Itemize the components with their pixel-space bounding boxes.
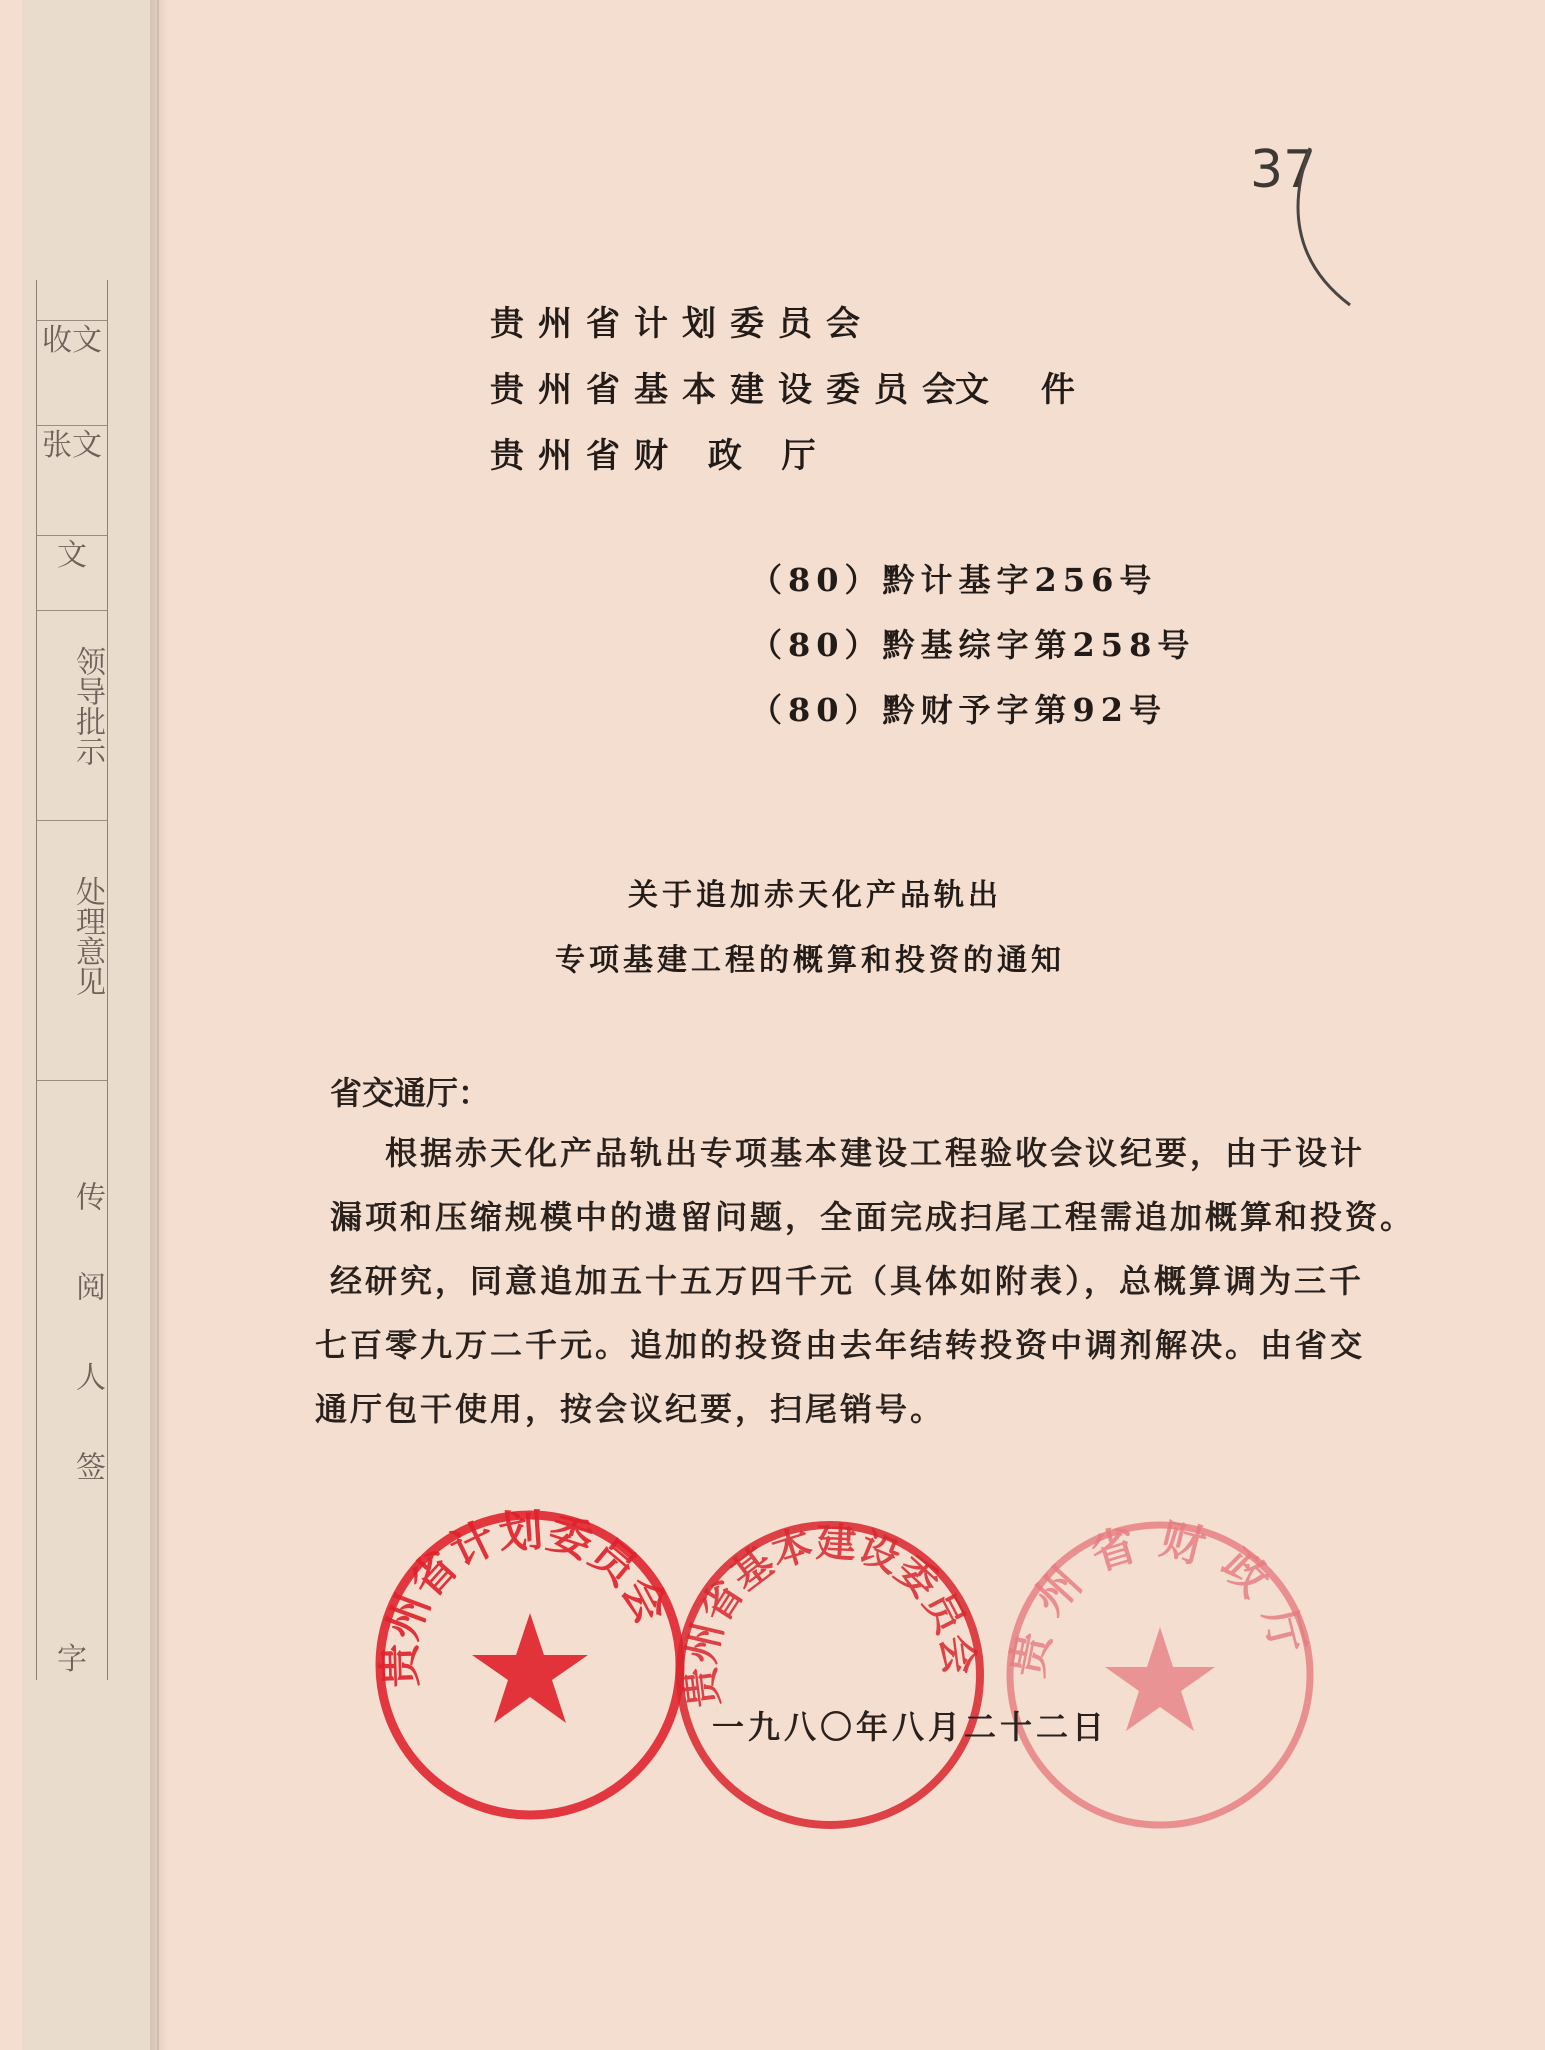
issuer-finance-dept: 贵州省财 政 厅 xyxy=(490,436,830,476)
issuer-construction-commission: 贵州省基本建设委员会 xyxy=(490,370,970,410)
svg-text:贵州省计划委员会: 贵州省计划委员会 xyxy=(374,1505,678,1689)
strip-cell-circulation-sign: 传阅人签 xyxy=(37,1080,107,1641)
body-line: 通厅包干使用，按会议纪要，扫尾销号。 xyxy=(315,1390,946,1428)
seal-planning-commission xyxy=(370,1505,690,1825)
issuer-planning-commission: 贵州省计划委员会 xyxy=(490,304,874,344)
strip-cell-copy: 张文 xyxy=(37,425,107,486)
body-line: 经研究，同意追加五十五万四千元（具体如附表），总概算调为三千 xyxy=(330,1262,1365,1300)
handwritten-stroke xyxy=(1290,140,1370,310)
strip-cell-doc: 文 xyxy=(37,535,107,596)
doc-number-construction: （80）黔基综字第258号 xyxy=(750,626,1196,664)
body-line: 漏项和压缩规模中的遗留问题，全面完成扫尾工程需追加概算和投资。 xyxy=(330,1198,1416,1236)
strip-cell-char: 字 xyxy=(57,1642,87,1677)
issue-date: 一九八〇年八月二十二日 xyxy=(712,1708,1109,1746)
page-number: 37 xyxy=(1250,140,1317,200)
title-line-1: 关于追加赤天化产品轨出 xyxy=(628,878,1002,913)
seal-finance-dept xyxy=(1000,1515,1320,1835)
routing-table xyxy=(36,280,108,1680)
strip-cell-receive: 收文 xyxy=(37,320,107,381)
fold-shadow xyxy=(150,0,168,2050)
svg-text:贵州省基本建设委员会: 贵州省基本建设委员会 xyxy=(677,1519,983,1710)
seal-construction-commission xyxy=(670,1515,990,1835)
title-line-2: 专项基建工程的概算和投资的通知 xyxy=(555,943,1065,978)
svg-text:贵州省财政厅: 贵州省财政厅 xyxy=(1001,1515,1318,1682)
body-line: 七百零九万二千元。追加的投资由去年结转投资中调剂解决。由省交 xyxy=(315,1326,1366,1364)
doc-type-label: 文 件 xyxy=(955,370,1095,410)
doc-number-finance: （80）黔财予字第92号 xyxy=(750,691,1168,729)
doc-number-planning: （80）黔计基字256号 xyxy=(750,561,1158,599)
addressee: 省交通厅： xyxy=(330,1074,491,1112)
body-line: 根据赤天化产品轨出专项基本建设工程验收会议纪要，由于设计 xyxy=(385,1134,1366,1172)
strip-cell-leader-instruction: 领导批示 xyxy=(37,610,107,801)
strip-cell-handling-opinion: 处理意见 xyxy=(37,820,107,1051)
binding-strip xyxy=(22,0,159,2050)
